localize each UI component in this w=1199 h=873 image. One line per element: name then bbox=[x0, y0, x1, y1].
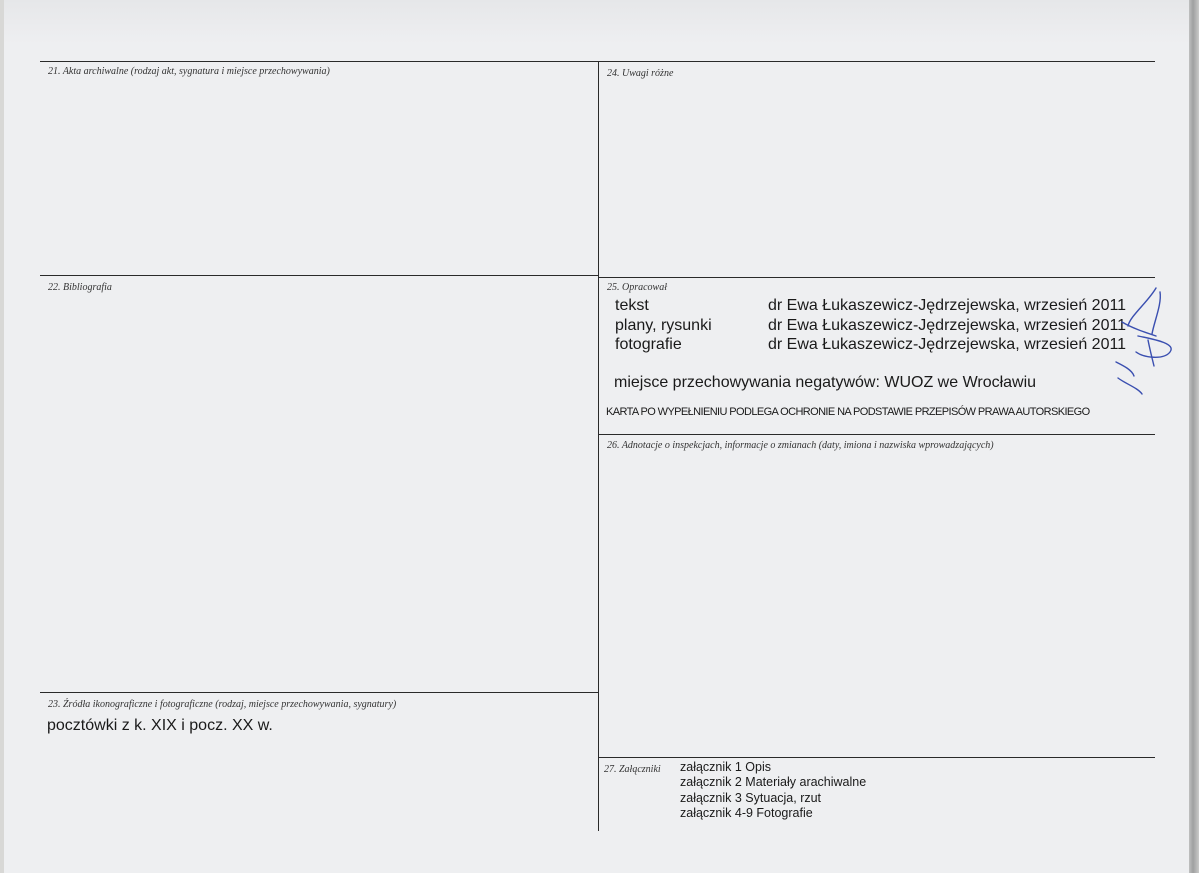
rule-21-22 bbox=[40, 275, 598, 276]
author-row-text bbox=[615, 297, 1127, 315]
author-row-name: dr Ewa Łukaszewicz-Jędrzejewska, wrzesień 2011 bbox=[768, 317, 1127, 334]
section-21-label: 21. Akta archiwalne (rodzaj akt, sygnatura i miejsce przechowywania) bbox=[48, 66, 330, 77]
section-27-label: 27. Załączniki bbox=[604, 764, 661, 775]
rule-24-25 bbox=[598, 277, 1155, 278]
rule-25-26 bbox=[598, 434, 1155, 435]
author-row-name: dr Ewa Łukaszewicz-Jędrzejewska, wrzesień 2011 bbox=[768, 297, 1127, 314]
iconographic-sources: pocztówki z k. XIX i pocz. XX w. bbox=[47, 717, 273, 734]
attachment-item: załącznik 2 Materiały arachiwalne bbox=[680, 775, 867, 789]
sheet-top-shade bbox=[4, 0, 1189, 44]
rule-22-23 bbox=[40, 692, 598, 693]
attachment-item: załącznik 1 Opis bbox=[680, 760, 772, 774]
copyright-notice: KARTA PO WYPEŁNIENIU PODLEGA OCHRONIE NA PODSTAWIE PRZEPISÓW PRAWA AUTORSKIEGO bbox=[606, 406, 1090, 418]
attachment-item: załącznik 3 Sytuacja, rzut bbox=[680, 791, 822, 805]
section-22-label: 22. Bibliografia bbox=[48, 282, 112, 293]
section-25-label: 25. Opracował bbox=[607, 282, 667, 293]
author-row-photos bbox=[615, 336, 1127, 354]
attachment-item: załącznik 4-9 Fotografie bbox=[680, 806, 813, 820]
section-23-label: 23. Źródła ikonograficzne i fotograficzne (rodzaj, miejsce przechowywania, sygnatury) bbox=[48, 699, 397, 710]
rule-26-27 bbox=[598, 757, 1155, 758]
negatives-location: miejsce przechowywania negatywów: WUOZ we Wrocławiu bbox=[614, 374, 1037, 391]
section-24-label: 24. Uwagi różne bbox=[607, 68, 674, 79]
author-row-type: plany, rysunki bbox=[615, 317, 712, 334]
author-row-type: fotografie bbox=[615, 336, 682, 353]
author-row-type: tekst bbox=[615, 297, 649, 314]
author-row-plans bbox=[615, 317, 1127, 335]
section-26-label: 26. Adnotacje o inspekcjach, informacje o zmianach (daty, imiona i nazwiska wprowadzających) bbox=[607, 440, 994, 451]
form-sheet bbox=[4, 0, 1189, 873]
author-row-name: dr Ewa Łukaszewicz-Jędrzejewska, wrzesień 2011 bbox=[768, 336, 1127, 353]
sheet-right-edge bbox=[1189, 0, 1199, 873]
center-divider bbox=[598, 61, 599, 831]
handwritten-signature bbox=[1108, 282, 1188, 412]
